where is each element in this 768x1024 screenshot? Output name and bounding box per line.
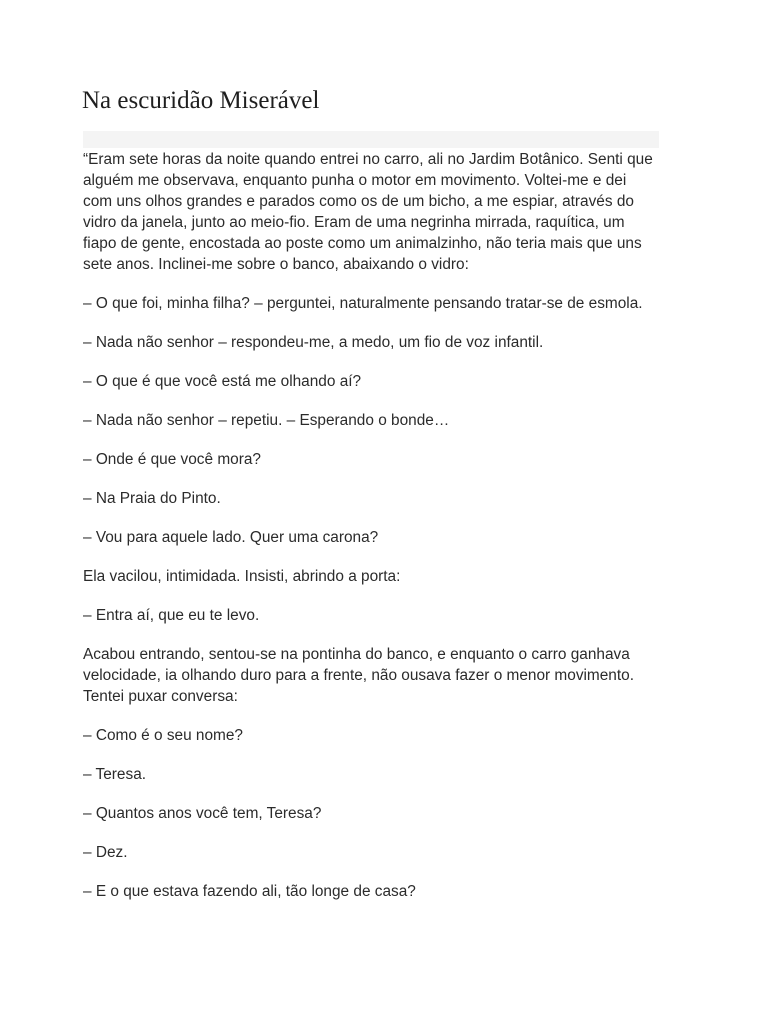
dialogue-line: – Entra aí, que eu te levo. (83, 607, 260, 624)
paragraph-line: sete anos. Inclinei-me sobre o banco, abaixando o vidro: (83, 256, 469, 273)
paragraph-line: “Eram sete horas da noite quando entrei no carro, ali no Jardim Botânico. Senti que (83, 151, 653, 168)
dialogue-line: – Dez. (83, 844, 128, 861)
paragraph-line: fiapo de gente, encostada ao poste como um animalzinho, não teria mais que uns (83, 235, 642, 252)
paragraph-line: Tentei puxar conversa: (83, 688, 238, 705)
divider-band (83, 131, 659, 148)
paragraph-line: velocidade, ia olhando duro para a frente, não ousava fazer o menor movimento. (83, 667, 634, 684)
dialogue-line: – Nada não senhor – repetiu. – Esperando o bonde… (83, 412, 450, 429)
paragraph-line: vidro da janela, junto ao meio-fio. Eram de uma negrinha mirrada, raquítica, um (83, 214, 625, 231)
paragraph: Ela vacilou, intimidada. Insisti, abrindo a porta: (83, 568, 401, 585)
dialogue-line: – Quantos anos você tem, Teresa? (83, 805, 322, 822)
dialogue-line: – Nada não senhor – respondeu-me, a medo, um fio de voz infantil. (83, 334, 544, 351)
dialogue-line: – O que é que você está me olhando aí? (83, 373, 362, 390)
dialogue-line: – Teresa. (83, 766, 147, 783)
document-title: Na escuridão Miserável (82, 87, 320, 114)
paragraph-line: com uns olhos grandes e parados como os de um bicho, a me espiar, através do (83, 193, 634, 210)
paragraph (83, 644, 663, 707)
dialogue-line: – Na Praia do Pinto. (83, 490, 221, 507)
dialogue-line: – Onde é que você mora? (83, 451, 261, 468)
dialogue-line: – E o que estava fazendo ali, tão longe de casa? (83, 883, 416, 900)
document-body (83, 149, 663, 920)
paragraph-line: alguém me observava, enquanto punha o motor em movimento. Voltei-me e dei (83, 172, 627, 189)
paragraph (83, 149, 663, 275)
dialogue-line: – O que foi, minha filha? – perguntei, naturalmente pensando tratar-se de esmola. (83, 295, 643, 312)
paragraph-line: Acabou entrando, sentou-se na pontinha do banco, e enquanto o carro ganhava (83, 646, 630, 663)
dialogue-line: – Vou para aquele lado. Quer uma carona? (83, 529, 379, 546)
dialogue-line: – Como é o seu nome? (83, 727, 243, 744)
